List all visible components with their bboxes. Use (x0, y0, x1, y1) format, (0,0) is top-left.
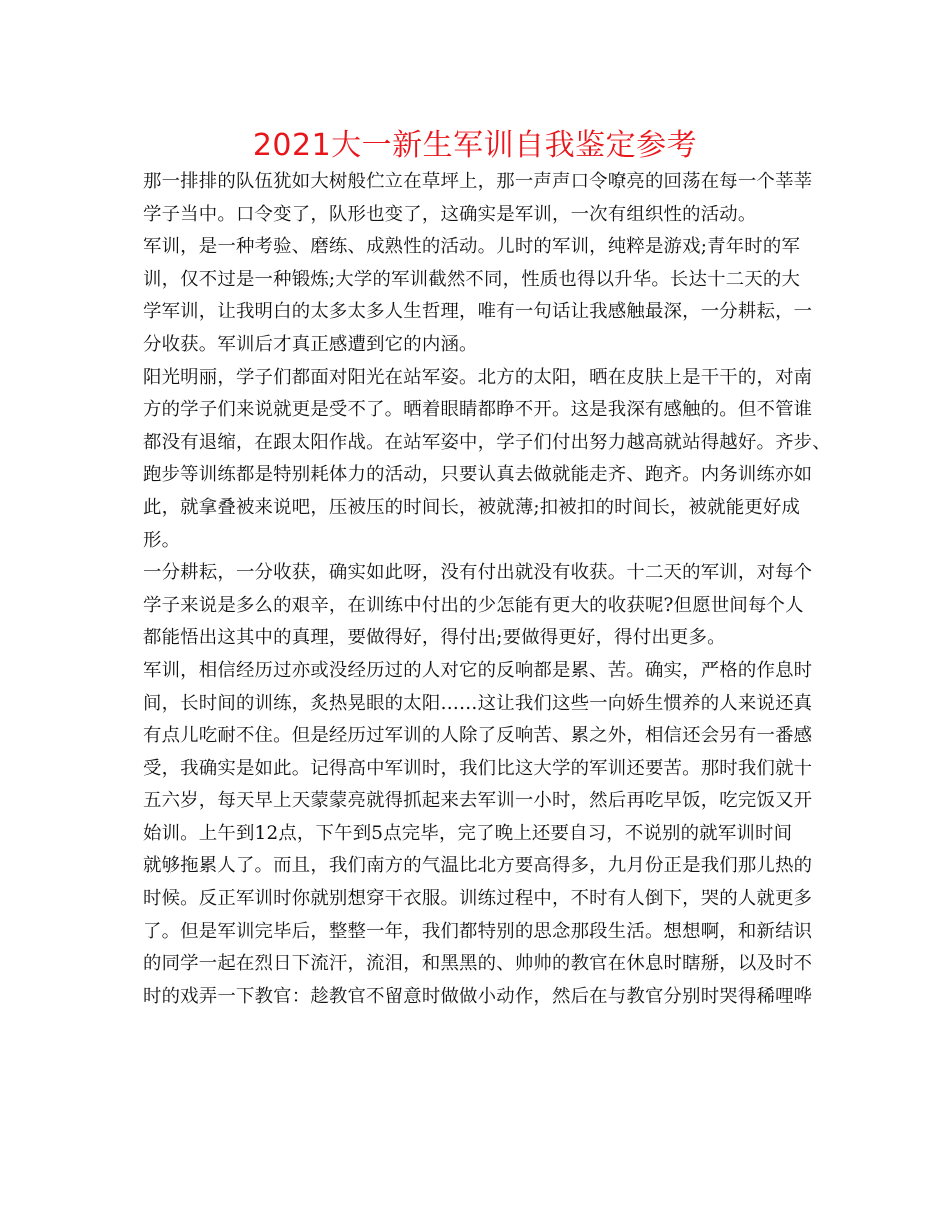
text-line: 那一排排的队伍犹如大树般伫立在草坪上，那一声声口令嘹亮的回荡在每一个莘莘 (143, 171, 813, 192)
text-line: 学子来说是多么的艰辛，在训练中付出的少怎能有更大的收获呢?但愿世间每个人 (143, 594, 804, 616)
text-line: 都能悟出这其中的真理，要做得好，得付出;要做得更好，得付出更多。 (143, 627, 726, 649)
text-line: 始训。上午到12点，下午到5点完毕，完了晚上还要自习，不说别的就军训时间 (143, 822, 793, 844)
text-line: 五六岁，每天早上天蒙蒙亮就得抓起来去军训一小时，然后再吃早饭，吃完饭又开 (143, 790, 813, 812)
text-line: 此，就拿叠被来说吧，压被压的时间长，被就薄;扣被扣的时间长，被就能更好成 (143, 496, 801, 518)
text-line: 学军训，让我明白的太多太多人生哲理，唯有一句话让我感触最深，一分耕耘，一 (143, 301, 813, 323)
text-line: 时候。反正军训时你就别想穿干衣服。训练过程中，不时有人倒下，哭的人就更多 (143, 888, 813, 910)
text-line: 一分耕耘，一分收获，确实如此呀，没有付出就没有收获。十二天的军训，对每个 (143, 562, 813, 584)
text-line: 受，我确实是如此。记得高中军训时，我们比这大学的军训还要苦。那时我们就十 (143, 757, 813, 779)
text-line: 训，仅不过是一种锻炼;大学的军训截然不同，性质也得以升华。长达十二天的大 (143, 268, 801, 290)
text-line: 方的学子们来说就更是受不了。晒着眼睛都睁不开。这是我深有感触的。但不管谁 (143, 399, 813, 421)
text-line: 军训，是一种考验、磨练、成熟性的活动。儿时的军训，纯粹是游戏;青年时的军 (143, 236, 801, 258)
text-line: 时的戏弄一下教官：趁教官不留意时做做小动作，然后在与教官分别时哭得稀哩哗 (143, 985, 813, 1007)
text-line: 阳光明丽，学子们都面对阳光在站军姿。北方的太阳，晒在皮肤上是干干的，对南 (143, 366, 813, 388)
text-line: 了。但是军训完毕后，整整一年，我们都特别的思念那段生活。想想啊，和新结识 (143, 920, 813, 942)
text-line: 形。 (143, 529, 181, 551)
document-body (143, 166, 831, 1013)
text-line: 就够拖累人了。而且，我们南方的气温比北方要高得多，九月份正是我们那儿热的 (143, 855, 813, 877)
text-line: 都没有退缩，在跟太阳作战。在站军姿中，学子们付出努力越高就站得越好。齐步、 (143, 431, 831, 453)
text-line: 间，长时间的训练，炙热晃眼的太阳……这让我们这些一向娇生惯养的人来说还真 (143, 692, 813, 714)
text-line: 军训，相信经历过亦或没经历过的人对它的反响都是累、苦。确实，严格的作息时 (143, 659, 813, 681)
text-line: 跑步等训练都是特别耗体力的活动，只要认真去做就能走齐、跑齐。内务训练亦如 (143, 464, 813, 486)
text-line: 分收获。军训后才真正感遭到它的内涵。 (143, 333, 478, 355)
text-line: 的同学一起在烈日下流汗，流泪，和黑黑的、帅帅的教官在休息时瞎掰，以及时不 (143, 953, 813, 975)
text-line: 有点儿吃耐不住。但是经历过军训的人除了反响苦、累之外，相信还会另有一番感 (143, 725, 813, 747)
document-title: 2021大一新生军训自我鉴定参考 (252, 128, 698, 163)
text-line: 学子当中。口令变了，队形也变了，这确实是军训，一次有组织性的活动。 (143, 203, 757, 225)
